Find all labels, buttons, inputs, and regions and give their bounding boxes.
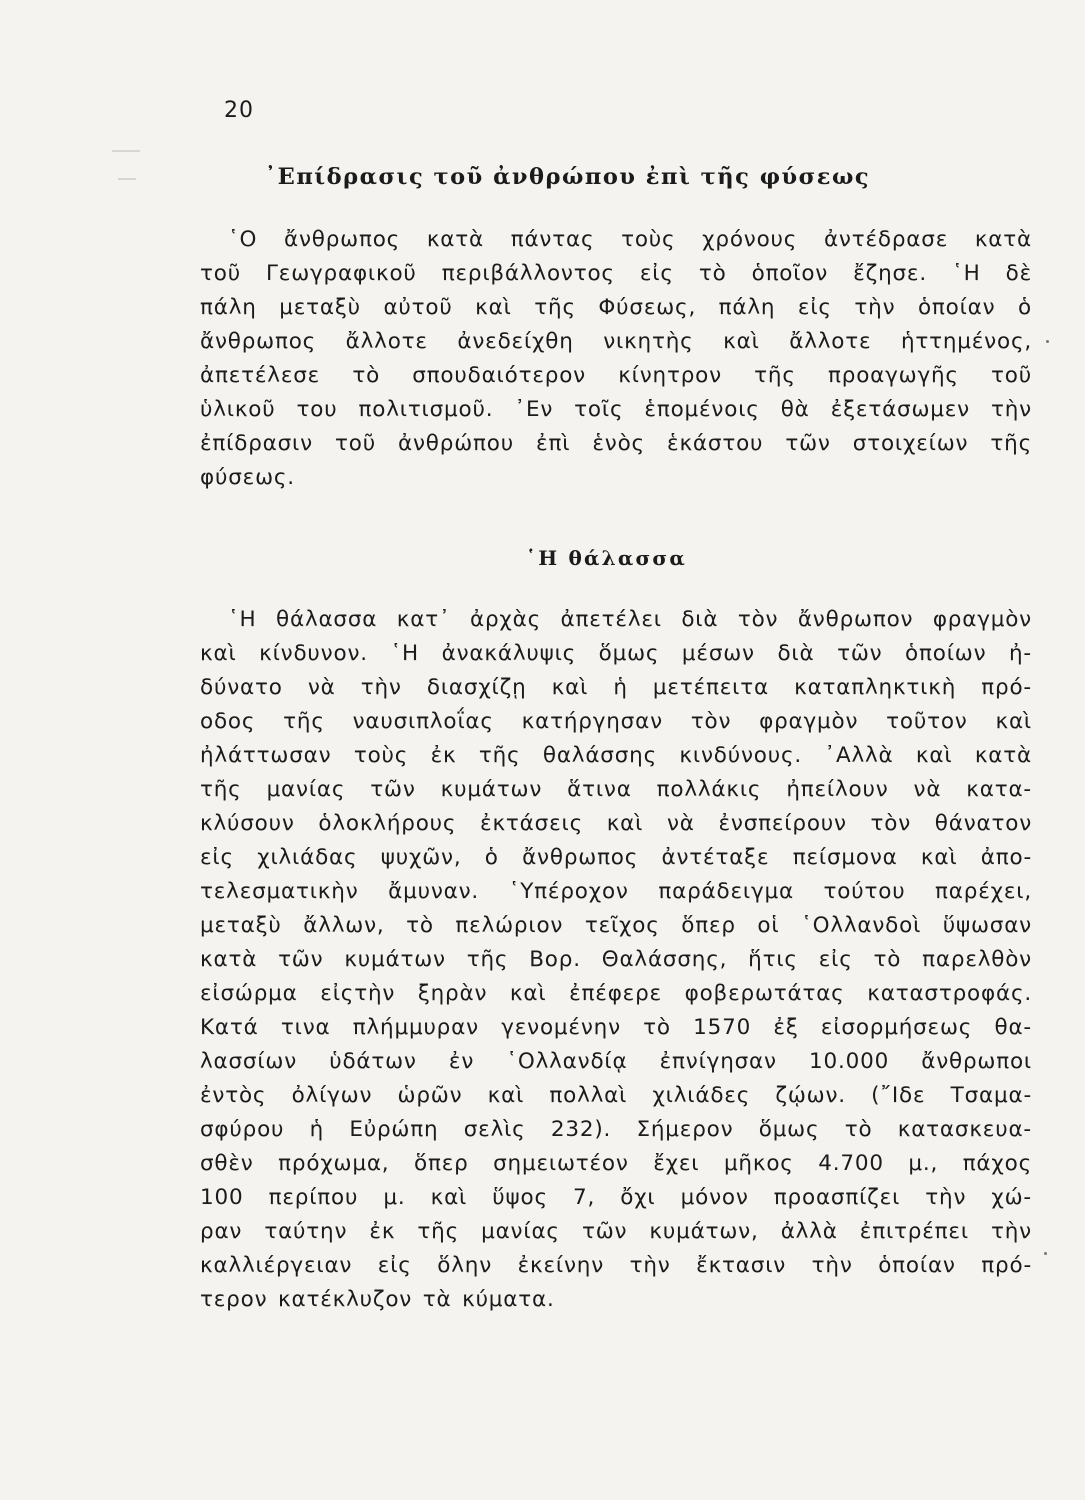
binding-mark — [112, 150, 140, 152]
text-line: καλλιέργειαν εἰς ὅλην ἐκείνην τὴν ἔκτασιν τὴν ὁποίαν πρό- — [200, 1253, 1032, 1278]
text-line: τελεσματικὴν ἄμυναν. ῾Υπέροχον παράδειγμα τούτου παρέχει, — [200, 879, 1032, 904]
text-line: τερον κατέκλυζον τὰ κύματα. — [200, 1287, 555, 1312]
text-line: ῾Η θάλασσα κατ᾿ ἀρχὰς ἀπετέλει διὰ τὸν ἄνθρωπον φραγμὸν — [228, 607, 1032, 632]
text-line: ὑλικοῦ του πολιτισμοῦ. ᾿Εν τοῖς ἑπομένοις θὰ ἐξετάσωμεν τὴν — [200, 397, 1032, 422]
text-line: κλύσουν ὁλοκλήρους ἐκτάσεις καὶ νὰ ἐνσπείρουν τὸν θάνατον — [200, 811, 1032, 836]
text-line: πάλη μεταξὺ αὐτοῦ καὶ τῆς Φύσεως, πάλη εἰς τὴν ὁποίαν ὁ — [200, 295, 1032, 320]
text-line: φύσεως. — [200, 465, 295, 490]
text-line: ραν ταύτην ἐκ τῆς μανίας τῶν κυμάτων, ἀλλὰ ἐπιτρέπει τὴν — [200, 1219, 1032, 1244]
text-line: οδος τῆς ναυσιπλοΐας κατήργησαν τὸν φραγμὸν τοῦτον καὶ — [200, 709, 1032, 734]
text-line: ἀπετέλεσε τὸ σπουδαιότερον κίνητρον τῆς προαγωγῆς τοῦ — [200, 363, 1032, 388]
paragraph-human-influence — [200, 223, 1032, 495]
text-line: σφύρου ἡ Εὐρώπη σελὶς 232). Σήμερον ὅμως τὸ κατασκευα- — [200, 1117, 1032, 1142]
text-line: Κατά τινα πλήμμυραν γενομένην τὸ 1570 ἐξ εἰσορμήσεως θα- — [200, 1015, 1032, 1040]
text-line: ῾Ο ἄνθρωπος κατὰ πάντας τοὺς χρόνους ἀντέδρασε κατὰ — [228, 227, 1032, 252]
text-line: κατὰ τῶν κυμάτων τῆς Βορ. Θαλάσσης, ἥτις εἰς τὸ παρελθὸν — [200, 947, 1032, 972]
text-line: λασσίων ὑδάτων ἐν ῾Ολλανδίᾳ ἐπνίγησαν 10.000 ἄνθρωποι — [200, 1049, 1032, 1074]
text-line: μεταξὺ ἄλλων, τὸ πελώριον τεῖχος ὅπερ οἱ ῾Ολλανδοὶ ὕψωσαν — [200, 913, 1032, 938]
page-number: 20 — [224, 98, 254, 123]
text-line: σθὲν πρόχωμα, ὅπερ σημειωτέον ἔχει μῆκος 4.700 μ., πάχος — [200, 1151, 1032, 1176]
ink-speck — [1046, 340, 1049, 343]
text-line: 100 περίπου μ. καὶ ὕψος 7, ὄχι μόνον προασπίζει τὴν χώ- — [200, 1185, 1032, 1210]
ink-speck — [1044, 1252, 1047, 1255]
text-line: εἰς χιλιάδας ψυχῶν, ὁ ἄνθρωπος ἀντέταξε πείσμονα καὶ ἀπο- — [200, 845, 1032, 870]
text-line: ἐντὸς ὀλίγων ὡρῶν καὶ πολλαὶ χιλιάδες ζῴων. (῎Ιδε Τσαμα- — [200, 1083, 1032, 1108]
text-line: τοῦ Γεωγραφικοῦ περιβάλλοντος εἰς τὸ ὁποῖον ἔζησε. ῾Η δὲ — [200, 261, 1032, 286]
paragraph-sea — [200, 603, 1032, 1317]
text-line: τῆς μανίας τῶν κυμάτων ἅτινα πολλάκις ἠπείλουν νὰ κατα- — [200, 777, 1032, 802]
text-line: ἄνθρωπος ἄλλοτε ἀνεδείχθη νικητὴς καὶ ἄλλοτε ἡττημένος, — [200, 329, 1032, 354]
text-line: καὶ κίνδυνον. ῾Η ἀνακάλυψις ὅμως μέσων διὰ τῶν ὁποίων ἠ- — [200, 641, 1032, 666]
text-line: εἰσώρμα εἰςτὴν ξηρὰν καὶ ἐπέφερε φοβερωτάτας καταστροφάς. — [200, 981, 1032, 1006]
section-heading-human-influence: ᾿Επίδρασις τοῦ ἀνθρώπου ἐπὶ τῆς φύσεως — [264, 164, 871, 190]
text-line: δύνατο νὰ τὴν διασχίζῃ καὶ ἡ μετέπειτα καταπληκτικὴ πρό- — [200, 675, 1032, 700]
text-line: ἠλάττωσαν τοὺς ἐκ τῆς θαλάσσης κινδύνους. ᾿Αλλὰ καὶ κατὰ — [200, 743, 1032, 768]
text-line: ἐπίδρασιν τοῦ ἀνθρώπου ἐπὶ ἑνὸς ἑκάστου τῶν στοιχείων τῆς — [200, 431, 1032, 456]
section-heading-sea: ῾Η θάλασσα — [526, 546, 687, 570]
